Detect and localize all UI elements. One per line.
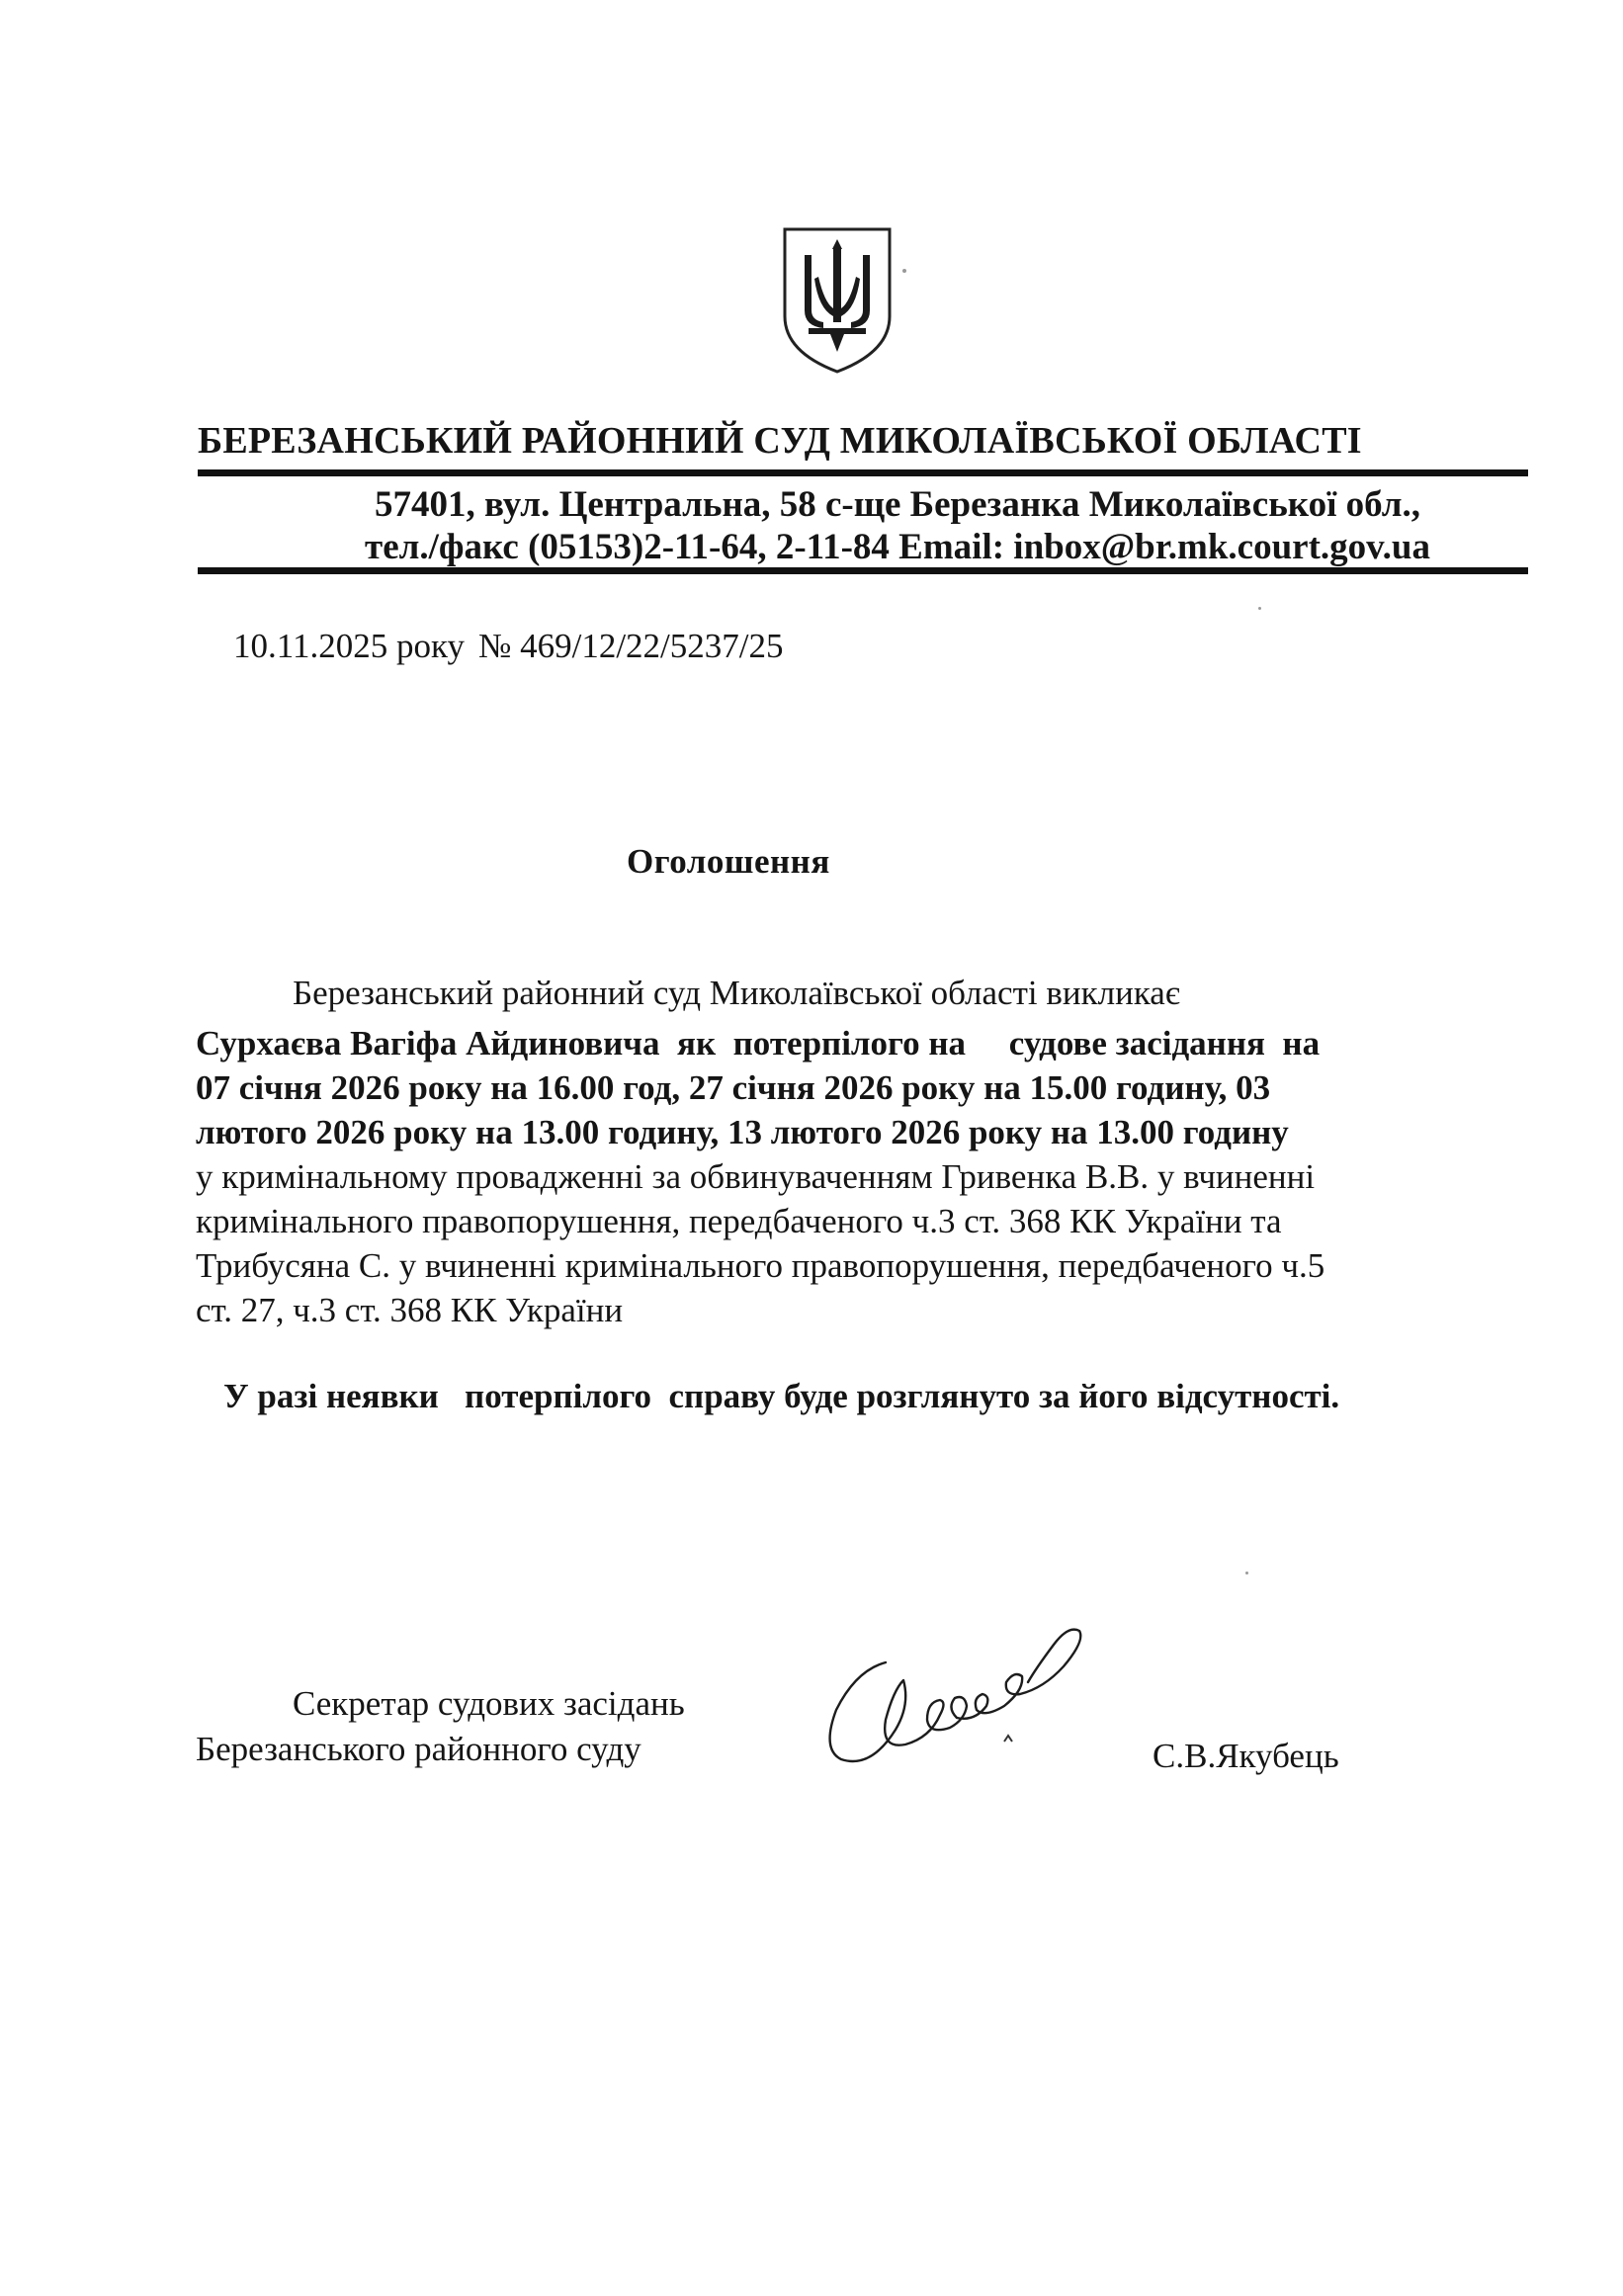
coat-of-arms-emblem [779, 225, 896, 376]
registration-date: 10.11.2025 року [233, 627, 465, 665]
victim-name: Сурхаєва Вагіфа Айдиновича [196, 1024, 660, 1063]
registration-number: № 469/12/22/5237/25 [477, 627, 784, 665]
court-name: БЕРЕЗАНСЬКИЙ РАЙОННИЙ СУД МИКОЛАЇВСЬКОЇ ОБЛАСТІ [198, 420, 1362, 462]
scan-speck [902, 269, 906, 273]
hearing-dates-line: лютого 2026 року на 13.00 годину, 13 лютого 2026 року на 13.00 годину [196, 1113, 1289, 1151]
court-contacts: тел./факс (05153)2-11-64, 2-11-84 Email: inbox@br.mk.court.gov.ua [365, 527, 1430, 567]
announcement-line [196, 1026, 1320, 1061]
header-rule-top [198, 469, 1528, 476]
signer-organization: Березанського районного суду [196, 1730, 641, 1768]
announcement-title: Оголошення [627, 842, 830, 881]
scan-speck [1258, 607, 1261, 610]
announcement-line: кримінального правопорушення, передбаченого ч.3 ст. 368 КК України та [196, 1202, 1282, 1240]
announcement-line: у кримінальному провадженні за обвинуваченням Гривенка В.В. у вчиненні [196, 1157, 1316, 1196]
hearing-dates-line: 07 січня 2026 року на 16.00 год, 27 січня 2026 року на 15.00 годину, 03 [196, 1068, 1271, 1107]
signer-name: С.В.Якубець [1153, 1737, 1339, 1775]
header-rule-bottom [198, 567, 1528, 574]
registration-line [233, 627, 784, 666]
announcement-line: Березанський районний суд Миколаївської області викликає [293, 974, 1180, 1012]
announcement-line-rest: як потерпілого на судове засідання на [659, 1024, 1321, 1063]
court-address: 57401, вул. Центральна, 58 с-ще Березанка Миколаївської обл., [375, 484, 1420, 525]
signer-position: Секретар судових засідань [293, 1684, 685, 1723]
announcement-line: Трибусяна С. у вчиненні кримінального правопорушення, передбаченого ч.5 [196, 1246, 1325, 1285]
scan-speck [1245, 1572, 1248, 1574]
handwritten-signature [816, 1611, 1123, 1789]
announcement-line: ст. 27, ч.3 ст. 368 КК України [196, 1291, 624, 1329]
absence-warning: У разі неявки потерпілого справу буде розглянуто за його відсутності. [223, 1377, 1340, 1415]
